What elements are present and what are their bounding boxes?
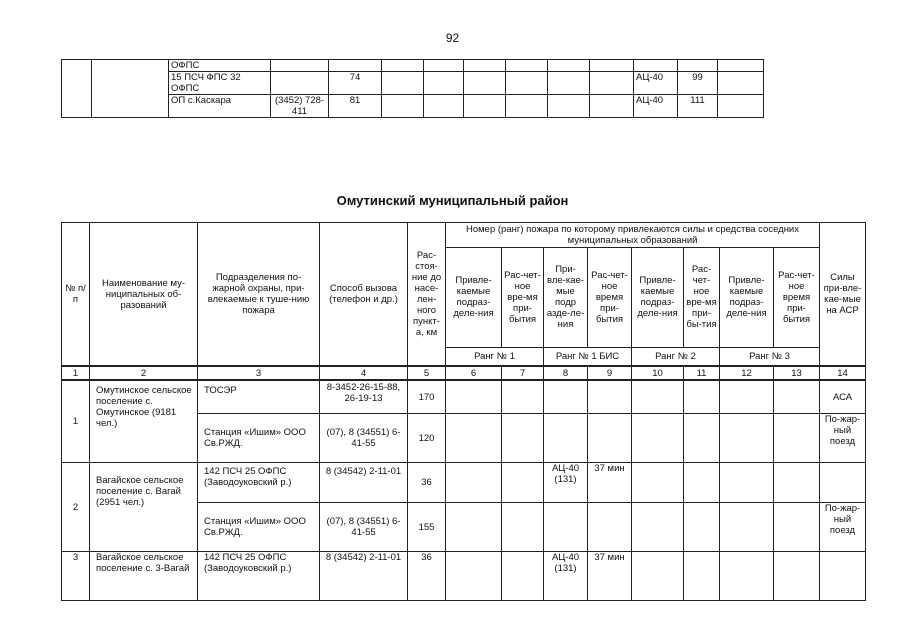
- municipality-name: Вагайское сельское поселение с. Вагай (2951 чел.): [90, 463, 198, 552]
- unit-name: ТОСЭР: [198, 380, 320, 414]
- col-number: 8: [544, 366, 588, 380]
- unit-cell: ОП с.Каскара: [169, 95, 271, 118]
- rank-label: Ранг № 1: [446, 347, 544, 366]
- row-number: 3: [62, 552, 90, 601]
- call-method: (07), 8 (34551) 6-41-55: [320, 414, 408, 463]
- vehicle-cell: АЦ-40: [634, 72, 678, 95]
- forces-table: [61, 222, 866, 601]
- forces-asr: [820, 463, 866, 503]
- time-cell: 111: [678, 95, 718, 118]
- distance: 120: [408, 414, 446, 463]
- col-number: 6: [446, 366, 502, 380]
- header-distance: Рас-стоя-ние до насе-лен-ного пункт-а, км: [408, 223, 446, 367]
- col-number: 2: [90, 366, 198, 380]
- distance-cell: 81: [329, 95, 382, 118]
- rank1bis-unit: [544, 380, 588, 414]
- unit-cell: ОФПС: [169, 60, 271, 72]
- continuation-row: [62, 60, 764, 72]
- time-cell: [678, 60, 718, 72]
- header-sub: Привле-каемые подраз-деле-ния: [632, 248, 684, 348]
- forces-asr: [820, 552, 866, 601]
- phone-cell: [271, 72, 329, 95]
- header-name: Наименование му-ниципальных об-разований: [90, 223, 198, 367]
- col-number: 4: [320, 366, 408, 380]
- col-number: 12: [720, 366, 774, 380]
- header-sub: Рас-чет-ное вре-мя при-бы-тия: [684, 248, 720, 348]
- rank1bis-time: 37 мин: [588, 463, 632, 503]
- header-sub: Привле-каемые подраз-деле-ния: [720, 248, 774, 348]
- unit-name: 142 ПСЧ 25 ОФПС (Заводоуковский р.): [198, 552, 320, 601]
- district-title: Омутинский муниципальный район: [336, 193, 569, 208]
- col-number: 11: [684, 366, 720, 380]
- time-cell: 99: [678, 72, 718, 95]
- header-row: [62, 223, 866, 248]
- distance: 170: [408, 380, 446, 414]
- call-method: 8 (34542) 2-11-01: [320, 552, 408, 601]
- rank1bis-unit: [544, 414, 588, 463]
- col-number: 10: [632, 366, 684, 380]
- page-number: 92: [445, 31, 460, 45]
- vehicle-cell: [634, 60, 678, 72]
- unit-name: Станция «Ишим» ООО Св.РЖД.: [198, 503, 320, 552]
- header-sub: Рас-чет-ное вре-мя при-бытия: [502, 248, 544, 348]
- call-method: (07), 8 (34551) 6-41-55: [320, 503, 408, 552]
- col-number: 7: [502, 366, 544, 380]
- distance-cell: 74: [329, 72, 382, 95]
- col-number: 13: [774, 366, 820, 380]
- col-number: 3: [198, 366, 320, 380]
- rank1bis-unit: [544, 503, 588, 552]
- header-num: № п/п: [62, 223, 90, 367]
- col-number: 5: [408, 366, 446, 380]
- rank-label: Ранг № 2: [632, 347, 720, 366]
- header-sub: Привле-каемые подраз-деле-ния: [446, 248, 502, 348]
- forces-asr: АСА: [820, 380, 866, 414]
- header-forces: Силы при-вле-кае-мые на АСР: [820, 223, 866, 367]
- table-row: [62, 463, 866, 503]
- header-sub: Рас-чет-ное время при-бытия: [588, 248, 632, 348]
- rank1bis-time: [588, 503, 632, 552]
- municipality-name: Вагайское сельское поселение с. 3-Вагай: [90, 552, 198, 601]
- rank-label: Ранг № 3: [720, 347, 820, 366]
- rank-label: Ранг № 1 БИС: [544, 347, 632, 366]
- phone-cell: (3452) 728-411: [271, 95, 329, 118]
- call-method: 8-3452-26-15-88, 26-19-13: [320, 380, 408, 414]
- col-number: 9: [588, 366, 632, 380]
- row-number: 1: [62, 380, 90, 463]
- distance: 36: [408, 552, 446, 601]
- distance: 155: [408, 503, 446, 552]
- header-units: Подразделения по-жарной охраны, при-влекаемые к туше-нию пожара: [198, 223, 320, 367]
- distance: 36: [408, 463, 446, 503]
- header-sub: При-вле-кае-мые подр азде-ле-ния: [544, 248, 588, 348]
- rank1bis-time: [588, 414, 632, 463]
- forces-asr: По-жар-ный поезд: [820, 414, 866, 463]
- distance-cell: [329, 60, 382, 72]
- rank1bis-unit: АЦ-40 (131): [544, 552, 588, 601]
- rank1bis-time: 37 мин: [588, 552, 632, 601]
- table-row: [62, 380, 866, 414]
- vehicle-cell: АЦ-40: [634, 95, 678, 118]
- forces-asr: По-жар-ный поезд: [820, 503, 866, 552]
- unit-name: Станция «Ишим» ООО Св.РЖД.: [198, 414, 320, 463]
- table-row: [62, 552, 866, 601]
- call-method: 8 (34542) 2-11-01: [320, 463, 408, 503]
- col-number: 14: [820, 366, 866, 380]
- rank1bis-time: [588, 380, 632, 414]
- column-number-row: [62, 366, 866, 380]
- header-sub: Рас-чет-ное время при-бытия: [774, 248, 820, 348]
- col-number: 1: [62, 366, 90, 380]
- unit-name: 142 ПСЧ 25 ОФПС (Заводоуковский р.): [198, 463, 320, 503]
- header-call: Способ вызова (телефон и др.): [320, 223, 408, 367]
- phone-cell: [271, 60, 329, 72]
- unit-cell: 15 ПСЧ ФПС 32 ОФПС: [169, 72, 271, 95]
- rank1bis-unit: АЦ-40 (131): [544, 463, 588, 503]
- municipality-name: Омутинское сельское поселение с. Омутинское (9181 чел.): [90, 380, 198, 463]
- header-rank-group: Номер (ранг) пожара по которому привлекаются силы и средства соседних муниципальных образований: [446, 223, 820, 248]
- row-number: 2: [62, 463, 90, 552]
- continuation-table: [61, 59, 764, 118]
